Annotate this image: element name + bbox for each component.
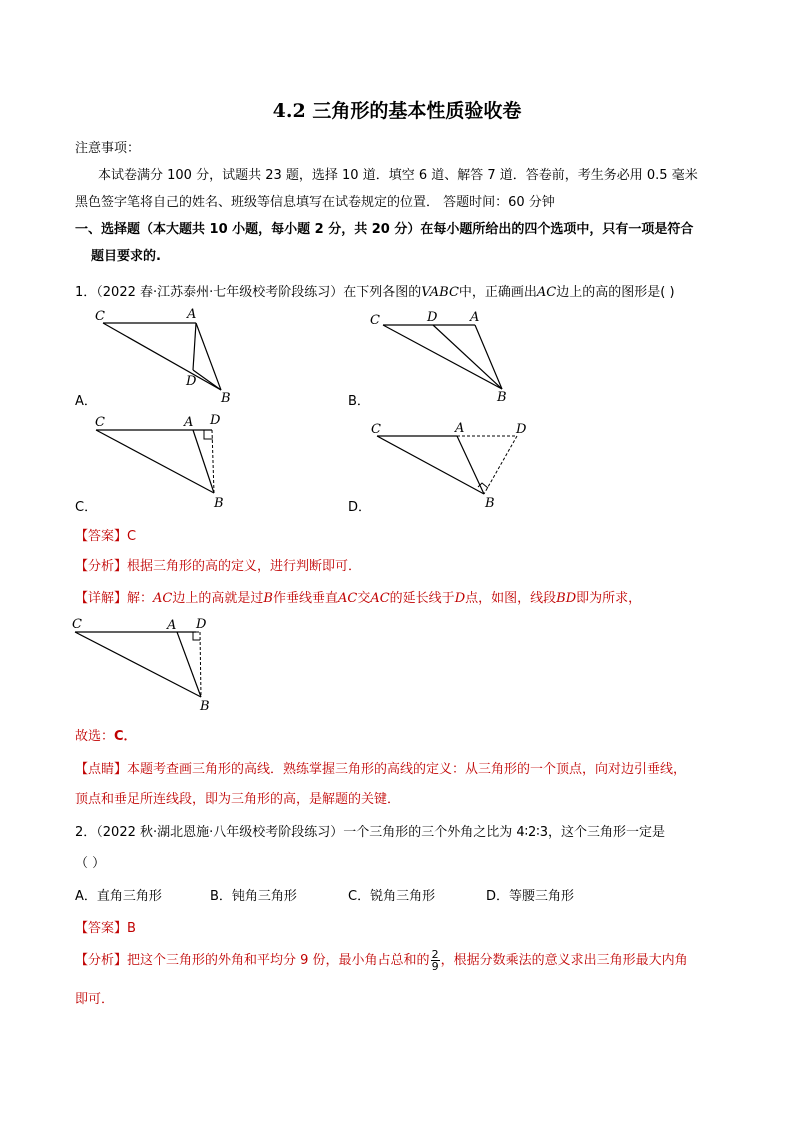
- label-b: B: [485, 496, 495, 511]
- label-c: C: [72, 617, 82, 632]
- q1-answer: [75, 525, 136, 544]
- analysis-tag: 【分析】: [75, 559, 128, 574]
- stem-prefix: 1．（2022 春·江苏泰州·七年级校考阶段练习）在下列各图的: [75, 285, 422, 300]
- stem-mid: 中，正确画出: [458, 285, 537, 300]
- answer-value: B: [127, 921, 136, 936]
- option-a-label: A．: [75, 394, 97, 409]
- option-b-label: B．: [348, 394, 370, 409]
- section-heading-2: 题目要求的.: [91, 249, 161, 264]
- stem-side: AC: [536, 285, 557, 300]
- q2-option-b: B．钝角三角形: [210, 889, 297, 904]
- choose-label: 故选：: [75, 729, 115, 744]
- label-d: D: [516, 422, 527, 437]
- question-2-stem: 2．（2022 秋·湖北恩施·八年级校考阶段练习）一个三角形的三个外角之比为 4∶2∶3，这个三角形一定是: [75, 825, 665, 840]
- figure-a: [95, 307, 231, 406]
- label-d: D: [186, 374, 197, 389]
- analysis-text-2: ，根据分数乘法的意义求出三角形最大内角: [440, 953, 688, 968]
- detail-tag: 【详解】: [75, 591, 128, 606]
- question-2-stem-2: （ ）: [75, 856, 106, 871]
- answer-tag: 【答案】: [75, 529, 128, 544]
- q2-analysis: [75, 949, 688, 972]
- notice-heading: 注意事项：: [75, 141, 141, 156]
- answer-value: C: [127, 529, 137, 544]
- option-d-label: D．: [348, 500, 372, 515]
- section-heading: 一、选择题（本大题共 10 小题，每小题 2 分，共 20 分）在每小题所给出的四个选项中，只有一项是符合: [75, 222, 694, 237]
- label-d: D: [210, 413, 221, 428]
- label-c: C: [95, 309, 105, 324]
- q1-analysis: [75, 555, 361, 574]
- label-a: A: [184, 415, 194, 430]
- label-d: D: [196, 617, 207, 632]
- page-title: 4.2 三角形的基本性质验收卷: [272, 100, 522, 122]
- stem-triangle: VABC: [421, 285, 459, 300]
- analysis-text: 把这个三角形的外角和平均分 9 份，最小角占总和的: [127, 953, 430, 968]
- q1-comment-2: 顶点和垂足所连线段，即为三角形的高，是解题的关键．: [75, 792, 401, 807]
- fraction-denominator: 9: [431, 960, 439, 973]
- label-c: C: [95, 415, 105, 430]
- label-d: D: [427, 310, 438, 325]
- q1-choose: [75, 725, 137, 744]
- label-a: A: [167, 618, 177, 633]
- label-a: A: [455, 421, 465, 436]
- figure-c: [95, 413, 224, 511]
- analysis-tag: 【分析】: [75, 953, 128, 968]
- fraction: [431, 949, 440, 972]
- analysis-text: 根据三角形的高的定义，进行判断即可．: [127, 559, 362, 574]
- comment-text: 本题考查画三角形的高线．熟练掌握三角形的高线的定义：从三角形的一个顶点，向对边引垂线，: [127, 762, 687, 777]
- notice-line-2: 黑色签字笔将自己的姓名、班级等信息填写在试卷规定的位置． 答题时间：60 分钟: [75, 195, 555, 210]
- q1-comment-1: [75, 758, 686, 777]
- label-a: A: [187, 307, 197, 322]
- q2-option-d: D．等腰三角形: [486, 889, 575, 904]
- fraction-numerator: 2: [431, 948, 439, 961]
- q2-option-a: A．直角三角形: [75, 889, 162, 904]
- figure-b: [370, 310, 507, 405]
- stem-suffix: 边上的高的图形是( ): [556, 285, 675, 300]
- label-a: A: [470, 310, 480, 325]
- figure-d: [371, 421, 527, 511]
- label-b: B: [221, 391, 231, 406]
- answer-tag: 【答案】: [75, 921, 128, 936]
- label-c: C: [370, 313, 380, 328]
- label-c: C: [371, 422, 381, 437]
- q1-detail: 【详解】解：AC边上的高就是过B作垂线垂直AC交AC的延长线于D点，如图，线段BD即为所求，: [75, 591, 642, 606]
- option-c-label: C．: [75, 500, 98, 515]
- q2-analysis-2: 即可．: [75, 992, 115, 1007]
- q2-option-c: C．锐角三角形: [348, 889, 436, 904]
- choose-value: C．: [114, 729, 137, 744]
- solution-figure: [72, 617, 210, 714]
- label-b: B: [214, 496, 224, 511]
- q2-answer: [75, 917, 136, 936]
- label-b: B: [497, 390, 507, 405]
- notice-line-1: 本试卷满分 100 分，试题共 23 题，选择 10 道．填空 6 道、解答 7 道．答卷前，考生务必用 0.5 毫米: [98, 168, 698, 183]
- label-b: B: [200, 699, 210, 714]
- comment-tag: 【点睛】: [75, 762, 128, 777]
